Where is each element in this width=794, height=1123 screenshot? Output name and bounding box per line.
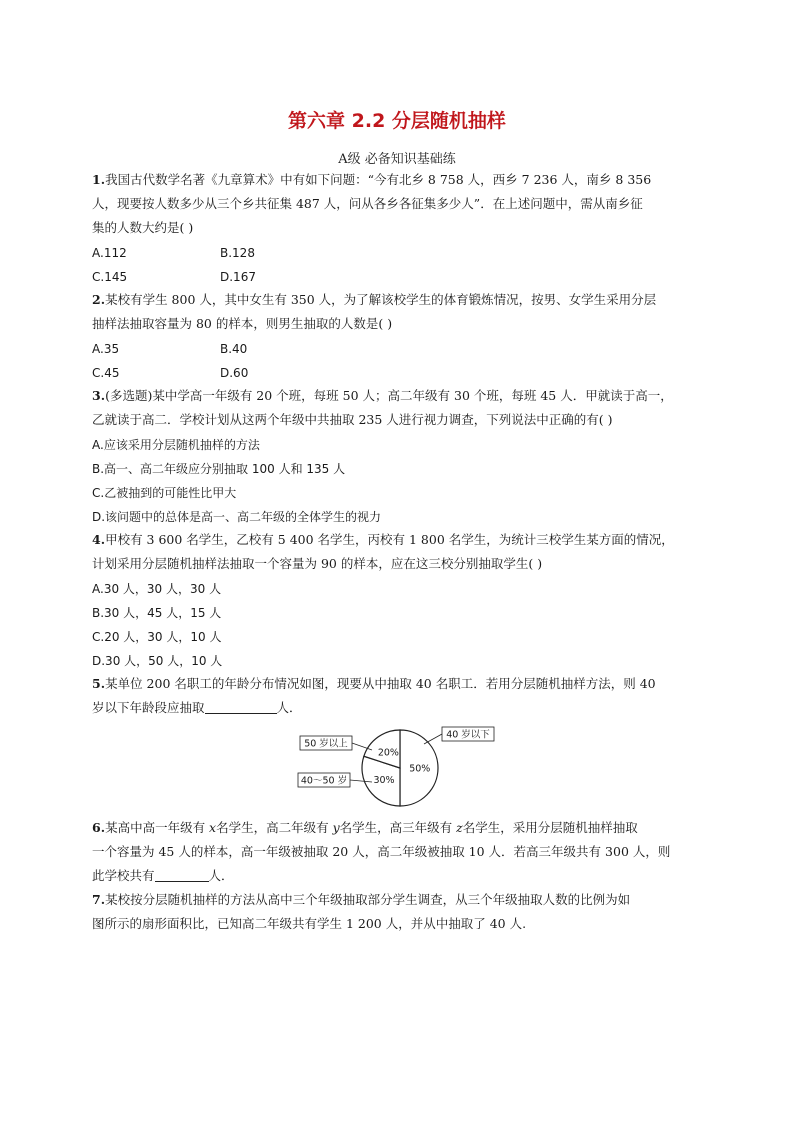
- q1-line1: [92, 172, 651, 188]
- q5-line2: [92, 700, 302, 716]
- pie-category-label-2: 50 岁以上: [304, 738, 348, 750]
- page-title: 第六章 2.2 分层随机抽样: [288, 110, 506, 132]
- q6-var-x: x: [209, 820, 217, 835]
- q4-line1: [92, 532, 674, 548]
- q3-number: 3.: [92, 388, 106, 403]
- q5-line1: [92, 676, 656, 692]
- q2-line1: [92, 292, 656, 308]
- q7-number: 7.: [92, 892, 106, 907]
- q6-var-y: y: [332, 820, 340, 835]
- q2-text-1: 某校有学生 800 人，其中女生有 350 人，为了解该校学生的体育锻炼情况，按男、女学生采用分层: [105, 292, 657, 307]
- pie-value-label-2: 20%: [377, 747, 399, 759]
- q4-line2: 计划采用分层随机抽样法抽取一个容量为 90 的样本，应在这三校分别抽取学生( ): [92, 556, 543, 571]
- q6-text-3b: 人．: [208, 868, 234, 883]
- q6-text-3a: 此学校共有: [92, 868, 155, 883]
- q3-option-b: B.高一、高二年级应分别抽取 100 人和 135 人: [92, 462, 346, 476]
- q3-option-d: D.该问题中的总体是高一、高二年级的全体学生的视力: [92, 510, 382, 524]
- q1-option-b: B.128: [220, 246, 255, 260]
- pie-leader-line-0: [424, 734, 442, 744]
- section-subtitle: A级 必备知识基础练: [338, 152, 456, 167]
- q5-number: 5.: [92, 676, 106, 691]
- q2-option-d: D.60: [220, 366, 249, 380]
- q5-answer-blank[interactable]: [205, 701, 277, 714]
- q5-text-1: 某单位 200 名职工的年龄分布情况如图，现要从中抽取 40 名职工．若用分层随机抽样方法，则 40: [105, 676, 656, 691]
- q2-number: 2.: [92, 292, 106, 307]
- q6-line1: [92, 820, 638, 836]
- q4-option-b: B.30 人，45 人，15 人: [92, 606, 222, 620]
- q3-option-c: C.乙被抽到的可能性比甲大: [92, 486, 237, 500]
- q6-line3: [92, 868, 234, 884]
- pie-category-label-0: 40 岁以下: [446, 729, 490, 741]
- pie-category-label-1: 40～50 岁: [300, 775, 348, 787]
- q2-option-c: C.45: [92, 366, 120, 380]
- q6-var-z: z: [456, 820, 463, 835]
- q1-number: 1.: [92, 172, 106, 187]
- q4-number: 4.: [92, 532, 106, 547]
- q2-option-a: A.35: [92, 342, 120, 356]
- q6-text-1b: 名学生，高二年级有: [216, 820, 333, 835]
- q1-line2: 人，现要按人数多少从三个乡共征集 487 人，问从各乡各征集多少人”．在上述问题中，需从南乡征: [92, 196, 643, 211]
- q1-option-d: D.167: [220, 270, 256, 284]
- q7-line1: [92, 892, 630, 908]
- q6-text-1a: 某高中高一年级有: [105, 820, 210, 835]
- q3-text-1: (多选题)某中学高一年级有 20 个班，每班 50 人；高二年级有 30 个班，每班 45 人．甲就读于高一，: [105, 388, 673, 403]
- q6-answer-blank[interactable]: [155, 869, 209, 882]
- age-distribution-pie-chart: [0, 720, 794, 820]
- q5-text-2b: 人．: [276, 700, 302, 715]
- q7-text-1: 某校按分层随机抽样的方法从高中三个年级抽取部分学生调查，从三个年级抽取人数的比例为如: [105, 892, 631, 907]
- q1-option-a: A.112: [92, 246, 127, 260]
- pie-value-label-0: 50%: [409, 763, 431, 775]
- q4-option-d: D.30 人，50 人，10 人: [92, 654, 223, 668]
- q2-line2: 抽样法抽取容量为 80 的样本，则男生抽取的人数是( ): [92, 316, 393, 331]
- q6-text-1c: 名学生，高三年级有: [339, 820, 457, 835]
- q4-text-1: 甲校有 3 600 名学生，乙校有 5 400 名学生，丙校有 1 800 名学生，为统计三校学生某方面的情况，: [105, 532, 674, 547]
- q6-line2: 一个容量为 45 人的样本，高一年级被抽取 20 人，高二年级被抽取 10 人．若高三年级共有 300 人，则: [92, 844, 671, 859]
- q1-line3: 集的人数大约是( ): [92, 220, 194, 235]
- pie-group: [298, 727, 494, 806]
- q1-option-c: C.145: [92, 270, 128, 284]
- q7-line2: 图所示的扇形面积比，已知高二年级共有学生 1 200 人，并从中抽取了 40 人.: [92, 916, 527, 931]
- q6-number: 6.: [92, 820, 106, 835]
- q4-option-a: A.30 人，30 人，30 人: [92, 582, 222, 596]
- q1-text-1: 我国古代数学名著《九章算术》中有如下问题：“今有北乡 8 758 人，西乡 7 236 人，南乡 8 356: [105, 172, 652, 187]
- q5-text-2a: 岁以下年龄段应抽取: [92, 700, 205, 715]
- q3-line2: 乙就读于高二．学校计划从这两个年级中共抽取 235 人进行视力调查，下列说法中正确的有( ): [92, 412, 613, 427]
- q6-text-1d: 名学生，采用分层随机抽样抽取: [462, 820, 638, 835]
- pie-value-label-1: 30%: [373, 775, 395, 787]
- q4-option-c: C.20 人，30 人，10 人: [92, 630, 222, 644]
- q3-line1: [92, 388, 673, 404]
- q2-option-b: B.40: [220, 342, 248, 356]
- q3-option-a: A.应该采用分层随机抽样的方法: [92, 438, 260, 452]
